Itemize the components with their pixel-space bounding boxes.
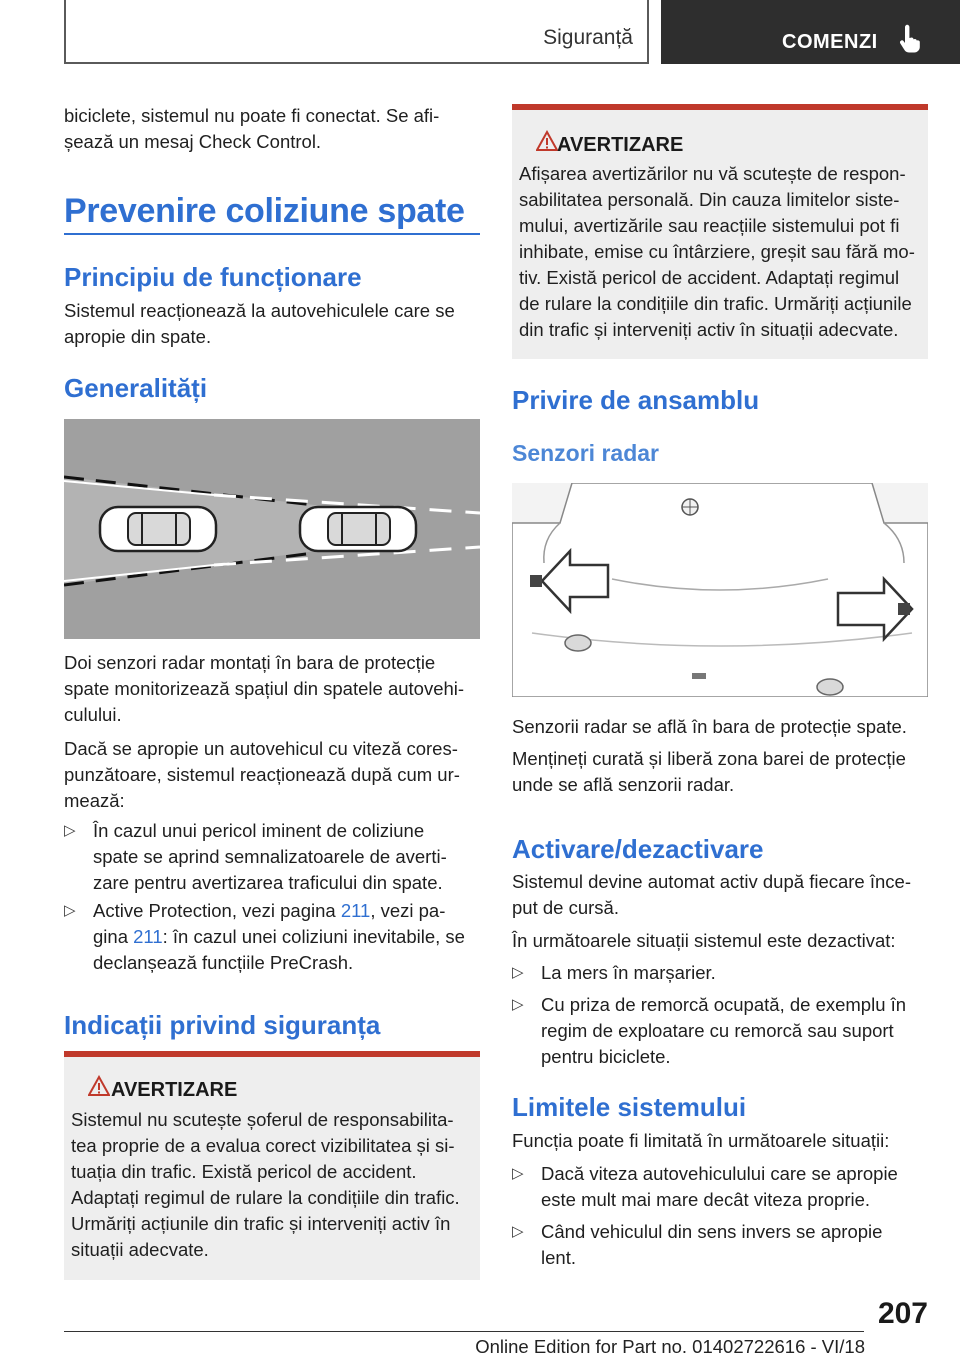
text-line: Dacă se apropie un autovehicul cu viteză cores‐ [64, 738, 458, 759]
warning-title: AVERTIZARE [557, 134, 684, 156]
text-line: Sistemul devine automat activ după fiecare înce‐ [512, 871, 911, 892]
warning-bar [64, 1051, 480, 1057]
warning-bar [512, 104, 928, 110]
text-line: zare pentru avertizarea traficului din spate. [93, 872, 443, 893]
senzori-paragraph-2 [512, 746, 932, 798]
text-span: , vezi pa‐ [370, 900, 446, 921]
intro-paragraph [64, 103, 480, 155]
senzori-heading: Senzori radar [512, 440, 659, 466]
privire-heading: Privire de ansamblu [512, 385, 760, 415]
text-line: Adaptați regimul de rulare la condițiile din trafic. [71, 1187, 460, 1208]
list-item [64, 898, 484, 978]
text-line: Cu priza de remorcă ocupată, de exemplu în [541, 994, 907, 1015]
text-line: Afișarea avertizărilor nu vă scutește de respon‐ [519, 163, 906, 184]
text-line: tiv. Există pericol de accident. Adaptați regimul [519, 267, 900, 288]
generalitati-paragraph-1 [64, 650, 484, 728]
page-link[interactable]: 211 [340, 900, 371, 921]
text-line: de rulare la condițiile din trafic. Urmăriți acțiunile [519, 293, 912, 314]
principiu-heading: Principiu de funcționare [64, 262, 362, 292]
limitele-heading: Limitele sistemului [512, 1092, 747, 1122]
text-line: În cazul unui pericol iminent de coliziune [93, 820, 425, 841]
text-line: este mult mai mare decât viteza proprie. [541, 1189, 871, 1210]
text-span: : în cazul unei coliziuni inevitabile, se [162, 926, 465, 947]
bullet-triangle-icon: ▷ [64, 902, 76, 919]
indicatii-heading: Indicații privind siguranța [64, 1010, 381, 1040]
text-line: Dacă viteza autovehiculului care se apropie [541, 1163, 898, 1184]
header-chapter-label: COMENZI [782, 31, 878, 53]
text-line: Sistemul reacționează la autovehiculele care se [64, 300, 455, 321]
list-item [64, 818, 484, 898]
header-chapter-tab[interactable] [661, 0, 960, 64]
car-rear-illustration [512, 483, 928, 697]
bullet-triangle-icon: ▷ [512, 964, 524, 981]
text-line: culului. [64, 704, 122, 725]
header-section-box [64, 0, 649, 64]
page-number: 207 [877, 1297, 928, 1330]
text-line: spate se aprind semnalizatoarele de averti‐ [93, 846, 447, 867]
generalitati-paragraph-2 [64, 736, 484, 814]
text-line: inhibate, emise cu întârziere, greșit sau fără mo‐ [519, 241, 915, 262]
activare-paragraph-2: În următoarele situații sistemul este dezactivat: [512, 930, 896, 951]
text-line: mului, avertizările sau reacțiile sistemului pot fi [519, 215, 900, 236]
activare-paragraph-1 [512, 869, 932, 921]
warning-text [519, 161, 929, 343]
text-line: tea proprie de a evalua corect vizibilitatea și si‐ [71, 1135, 455, 1156]
car-front-icon [300, 507, 416, 551]
text-span: gina [93, 926, 134, 947]
text-line: lent. [541, 1247, 576, 1268]
warning-text [71, 1107, 481, 1263]
car-rear-icon [100, 507, 216, 551]
text-line: pentru biciclete. [541, 1046, 671, 1067]
text-line: Mențineți curată și liberă zona barei de protecție [512, 748, 906, 769]
bullet-triangle-icon: ▷ [512, 1223, 524, 1240]
text-line: situații adecvate. [71, 1239, 209, 1260]
generalitati-heading: Generalități [64, 373, 208, 403]
warning-title: AVERTIZARE [111, 1079, 238, 1101]
list-item [512, 1219, 932, 1273]
text-line: Sistemul nu scutește șoferul de responsabilita‐ [71, 1109, 454, 1130]
title-rule [64, 233, 480, 235]
warning-triangle-icon [88, 1075, 110, 1097]
page-title: Prevenire coliziune spate [64, 192, 465, 230]
text-line: declanșează funcțiile PreCrash. [93, 952, 354, 973]
warning-box [512, 104, 928, 359]
bullet-triangle-icon: ▷ [64, 822, 76, 839]
text-line: La mers în marșarier. [541, 962, 716, 983]
warning-box [64, 1051, 480, 1280]
text-line: șează un mesaj Check Control. [64, 131, 322, 152]
text-line: mează: [64, 790, 125, 811]
activare-heading: Activare/dezactivare [512, 834, 764, 864]
text-line: spate monitorizează spațiul din spatele autovehi‐ [64, 678, 465, 699]
limitele-paragraph: Funcția poate fi limitată în următoarele situații: [512, 1130, 890, 1151]
page-link[interactable]: 211 [133, 926, 163, 947]
text-line: regim de exploatare cu remorcă sau suport [541, 1020, 894, 1041]
pointing-hand-icon [895, 24, 925, 54]
text-line: Când vehiculul din sens invers se apropie [541, 1221, 883, 1242]
text-line: punzătoare, sistemul reacționează după cum ur‐ [64, 764, 460, 785]
text-line: Doi senzori radar montați în bara de protecție [64, 652, 436, 673]
footer-rule [64, 1331, 864, 1332]
footer-edition: Online Edition for Part no. 01402722616 - VI/18 [475, 1336, 865, 1357]
warning-triangle-icon [536, 130, 558, 152]
list-item [512, 992, 932, 1072]
road-illustration [64, 419, 480, 639]
text-line: unde se află senzorii radar. [512, 774, 735, 795]
senzori-paragraph-1: Senzorii radar se află în bara de protecție spate. [512, 716, 907, 737]
text-line: din trafic și interveniți activ în situații adecvate. [519, 319, 899, 340]
bullet-triangle-icon: ▷ [512, 1165, 524, 1182]
text-line: Urmăriți acțiunile din trafic și interveniți activ în [71, 1213, 451, 1234]
text-span: Active Protection, vezi pagina [93, 900, 341, 921]
text-line: tuația din trafic. Există pericol de accident. [71, 1161, 417, 1182]
header-section-title: Siguranță [543, 26, 633, 49]
list-item [512, 1161, 932, 1215]
bullet-triangle-icon: ▷ [512, 996, 524, 1013]
text-line: put de cursă. [512, 897, 619, 918]
list-item [512, 960, 932, 986]
principiu-paragraph [64, 298, 480, 350]
text-line: biciclete, sistemul nu poate fi conectat. Se afi‐ [64, 105, 440, 126]
text-line: apropie din spate. [64, 326, 212, 347]
text-line: sabilitatea personală. Din cauza limitelor siste‐ [519, 189, 900, 210]
